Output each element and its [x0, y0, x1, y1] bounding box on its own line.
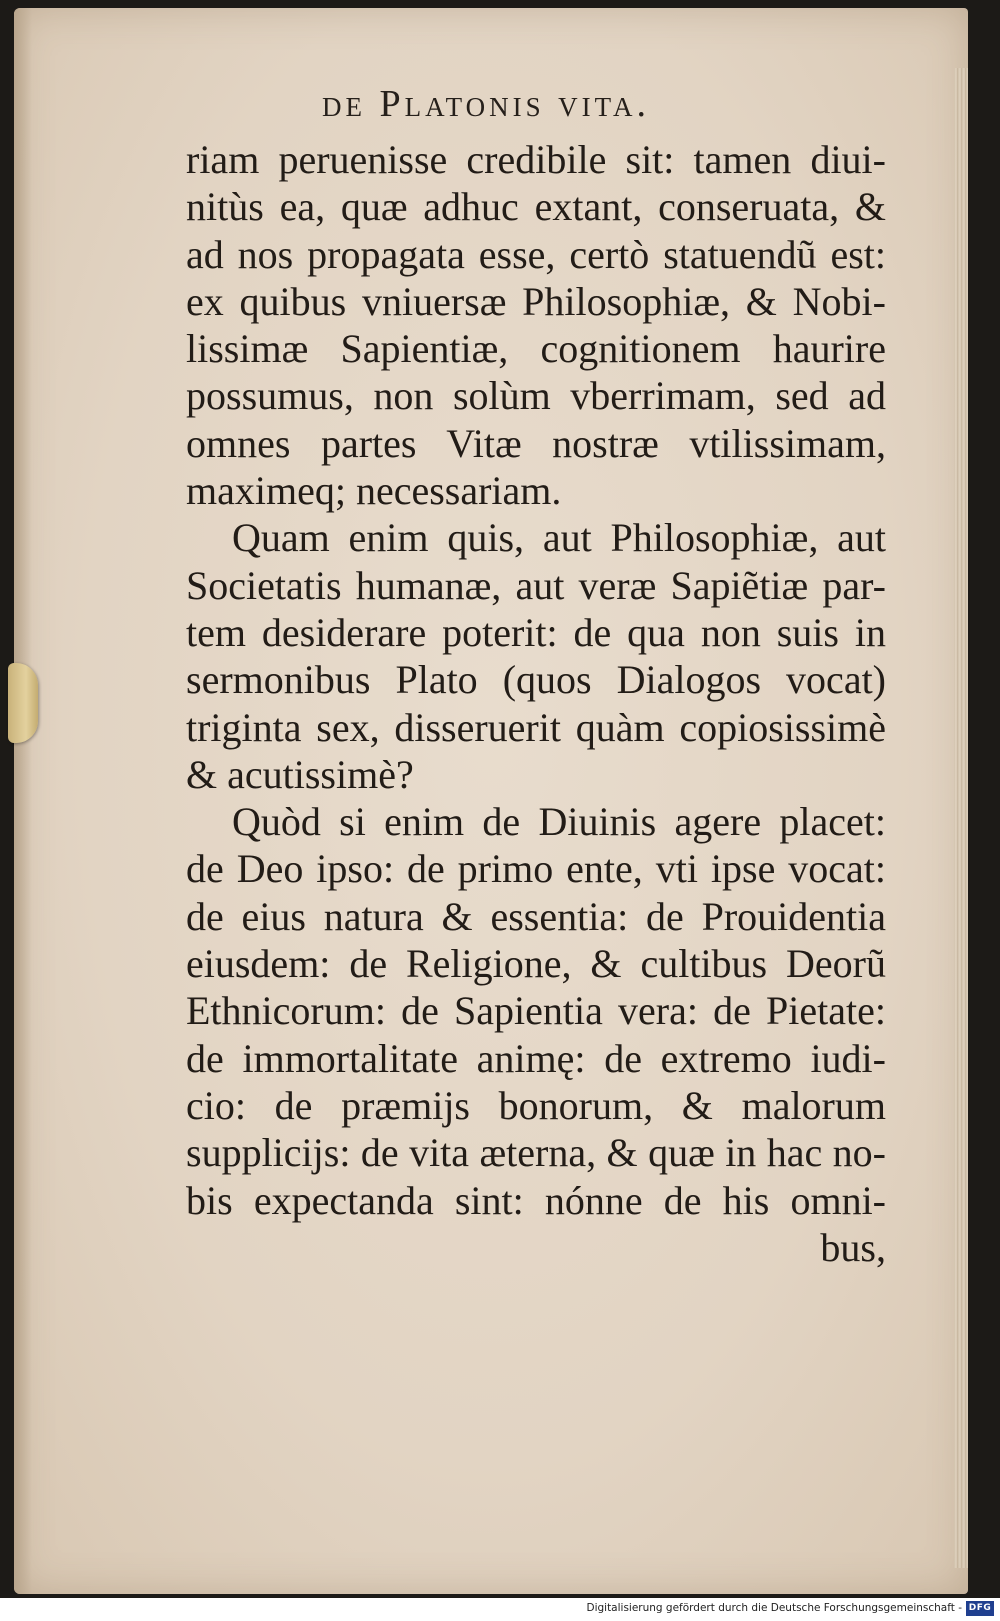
- text-line: Ethnicorum: de Sapientia vera: de Pietate:: [186, 988, 886, 1034]
- footer-bar: [0, 1598, 1000, 1621]
- text-line: de Deo ipso: de primo ente, vti ipse vocat:: [186, 846, 886, 892]
- book-clasp: [8, 663, 38, 743]
- text-line: ex quibus vniuersæ Philosophiæ, & Nobi-: [186, 278, 886, 324]
- text-line: de immortalitate animę: de extremo iudi-: [186, 1035, 886, 1081]
- text-line: lissimæ Sapientiæ, cognitionem haurire: [186, 326, 886, 372]
- text-line: Quòd si enim de Diuinis agere placet:: [232, 799, 886, 845]
- text-line: tem desiderare poterit: de qua non suis in: [186, 609, 886, 655]
- text-line: sermonibus Plato (quos Dialogos vocat): [186, 657, 886, 703]
- text-line: maximeq; necessariam.: [186, 468, 562, 514]
- text-line: bus,: [820, 1224, 886, 1270]
- text-line: Societatis humanæ, aut veræ Sapiẽtiæ par-: [186, 562, 886, 608]
- text-line: supplicijs: de vita æterna, & quæ in hac no-: [186, 1130, 886, 1176]
- text-line: ad nos propagata esse, certò statuendũ est:: [186, 231, 886, 277]
- text-line: eiusdem: de Religione, & cultibus Deorũ: [186, 941, 886, 987]
- text-line: & acutissimè?: [186, 751, 414, 797]
- text-line: possumus, non solùm vberrimam, sed ad: [186, 373, 886, 419]
- text-line: riam peruenisse credibile sit: tamen diui-: [186, 137, 886, 182]
- text-line: triginta sex, disseruerit quàm copiosissimè: [186, 704, 886, 750]
- funding-credit: Digitalisierung gefördert durch die Deutsche Forschungsgemeinschaft -: [586, 1602, 962, 1614]
- page-edges: [954, 68, 968, 1568]
- page-spine-shadow: [14, 8, 32, 1594]
- text-line: de eius natura & essentia: de Prouidentia: [186, 893, 886, 939]
- text-line: cio: de præmijs bonorum, & malorum: [186, 1082, 886, 1128]
- dfg-logo: DFG: [966, 1601, 994, 1616]
- text-line: bis expectanda sint: nónne de his omni-: [186, 1177, 886, 1223]
- text-line: Quam enim quis, aut Philosophiæ, aut: [232, 515, 886, 561]
- text-line: nitùs ea, quæ adhuc extant, conseruata, &: [186, 184, 886, 230]
- body-text: [186, 136, 886, 1271]
- running-head: de Platonis vita.: [322, 83, 650, 125]
- text-line: omnes partes Vitæ nostræ vtilissimam,: [186, 420, 886, 466]
